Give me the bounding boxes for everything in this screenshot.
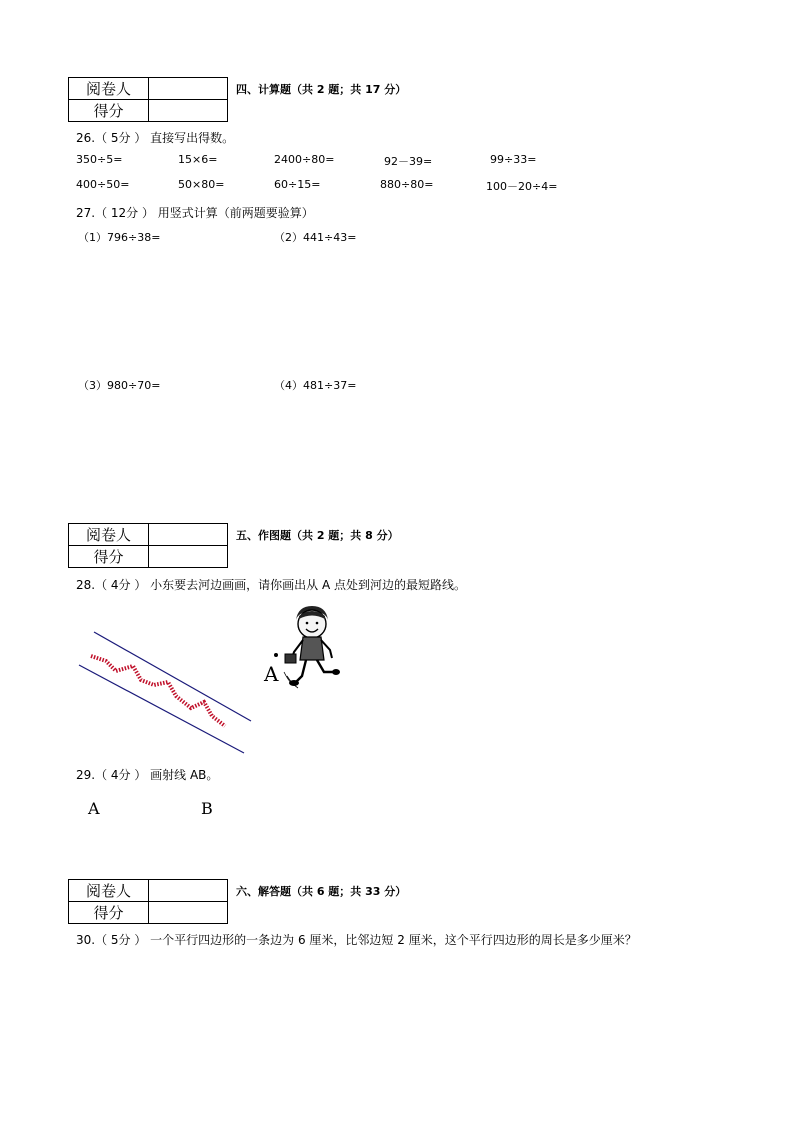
section5-title: 五、作图题（共 2 题；共 8 分） — [236, 529, 399, 542]
reviewer-blank[interactable] — [149, 524, 228, 546]
river-bank-upper — [94, 632, 251, 721]
river-bank-lower — [79, 665, 244, 753]
reviewer-label: 阅卷人 — [69, 78, 149, 100]
score-label: 得分 — [69, 902, 149, 924]
q26-item: 350÷5= — [76, 153, 123, 166]
score-table-section5 — [68, 523, 228, 568]
point-a-label: A — [264, 662, 279, 686]
q27-label: 27.（ 12分 ） 用竖式计算（前两题要验算） — [76, 206, 314, 220]
q27-item: （2）441÷43= — [274, 231, 357, 244]
reviewer-label: 阅卷人 — [69, 880, 149, 902]
q26-item: 2400÷80= — [274, 153, 335, 166]
q26-item: 92－39= — [384, 155, 433, 168]
point-a-ray-label: A — [88, 799, 100, 818]
q26-item: 15×6= — [178, 153, 218, 166]
reviewer-blank[interactable] — [149, 880, 228, 902]
score-blank[interactable] — [149, 100, 228, 122]
point-a-dot — [274, 653, 278, 657]
reviewer-label: 阅卷人 — [69, 524, 149, 546]
score-blank[interactable] — [149, 902, 228, 924]
q27-item: （4）481÷37= — [274, 379, 357, 392]
score-blank[interactable] — [149, 546, 228, 568]
q27-item: （3）980÷70= — [78, 379, 161, 392]
q26-item: 400÷50= — [76, 178, 130, 191]
q27-item: （1）796÷38= — [78, 231, 161, 244]
score-table-section6 — [68, 879, 228, 924]
q28-label: 28.（ 4分 ） 小东要去河边画画，请你画出从 A 点处到河边的最短路线。 — [76, 578, 467, 592]
q26-item: 60÷15= — [274, 178, 321, 191]
section4-title: 四、计算题（共 2 题；共 17 分） — [236, 83, 407, 96]
section6-title: 六、解答题（共 6 题；共 33 分） — [236, 885, 407, 898]
boy-figure-icon — [282, 602, 342, 692]
point-b-ray-label: B — [201, 799, 213, 818]
score-label: 得分 — [69, 546, 149, 568]
reviewer-blank[interactable] — [149, 78, 228, 100]
score-label: 得分 — [69, 100, 149, 122]
q29-label: 29.（ 4分 ） 画射线 AB。 — [76, 768, 219, 782]
q26-item: 100－20÷4= — [486, 180, 558, 193]
q26-label: 26.（ 5分 ） 直接写出得数。 — [76, 131, 235, 145]
river-water — [91, 656, 225, 726]
q30-label: 30.（ 5分 ） 一个平行四边形的一条边为 6 厘米，比邻边短 2 厘米，这个平行四边形的周长是多少厘米？ — [76, 933, 637, 947]
q26-item: 99÷33= — [490, 153, 537, 166]
score-table-section4 — [68, 77, 228, 122]
river-diagram — [76, 628, 256, 758]
q26-item: 50×80= — [178, 178, 225, 191]
q26-item: 880÷80= — [380, 178, 434, 191]
